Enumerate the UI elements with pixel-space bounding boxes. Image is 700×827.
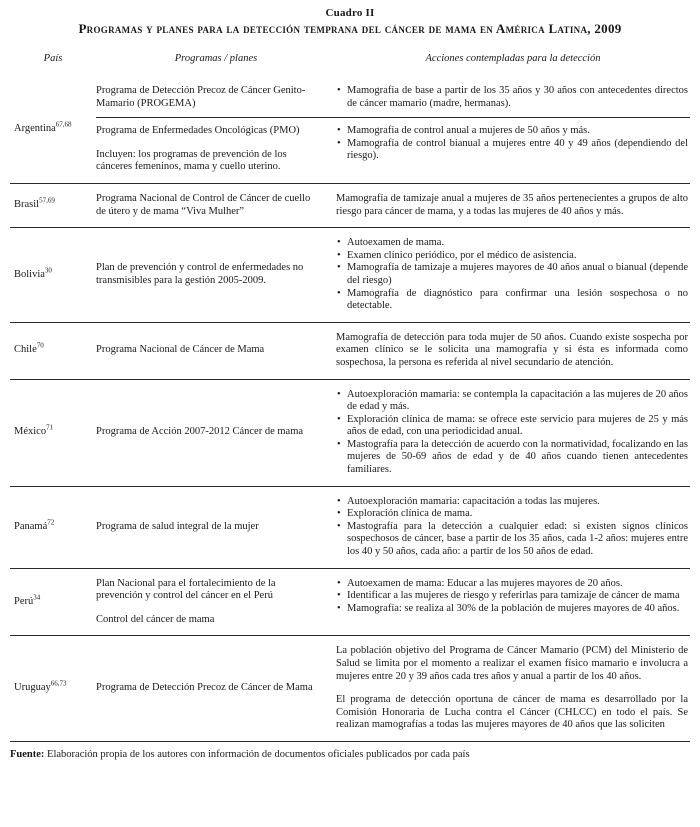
table-row <box>10 636 690 742</box>
country-name: México <box>14 426 47 438</box>
action-bullet: • Autoexamen de mama: Educar a las mujeres mayores de 20 años. <box>336 578 688 591</box>
country-cell <box>10 266 96 282</box>
action-bullet: • Exploración clínica de mama. <box>336 508 688 521</box>
actions-cell <box>336 193 690 218</box>
table-row <box>10 487 690 569</box>
row-sections <box>96 496 690 559</box>
programs-cell <box>96 85 336 110</box>
action-bullet: • Mamografía de diagnóstico para confirmar una lesión sospechosa o no detectable. <box>336 288 688 313</box>
action-bullet: • Mamografía de base a partir de los 35 años y 30 años con antecedentes directos de cáncer mamario (madre, hermanas). <box>336 85 688 110</box>
table-number: Cuadro II <box>325 7 375 19</box>
program-text: Programa de Acción 2007-2012 Cáncer de mama <box>96 426 304 438</box>
table-row <box>10 380 690 487</box>
row-section <box>96 645 690 732</box>
table-source <box>10 742 690 770</box>
row-sections <box>96 645 690 732</box>
programs-cell <box>96 125 336 174</box>
programs-cell <box>96 193 336 218</box>
country-ref: 34 <box>33 593 41 602</box>
country-name: Argentina <box>14 123 56 135</box>
country-cell <box>10 196 96 212</box>
actions-cell <box>336 645 690 732</box>
program-text: Control del cáncer de mama <box>96 613 215 625</box>
row-section <box>96 237 690 313</box>
table-caption <box>10 7 690 37</box>
source-label: Fuente: <box>10 748 45 760</box>
table-row <box>10 323 690 380</box>
action-bullet: • Identificar a las mujeres de riesgo y referirlas para tamizaje de cáncer de mama <box>336 590 688 603</box>
action-bullet: • Autoexploración mamaria: se contempla la capacitación a las mujeres de 20 años de edad y más. <box>336 389 688 414</box>
country-ref: 30 <box>44 266 52 275</box>
column-header-pais: País <box>43 53 63 64</box>
country-name: Uruguay <box>14 682 51 694</box>
program-text: Plan Nacional para el fortalecimiento de la prevención y control del cáncer en el Perú <box>96 577 276 602</box>
column-header-acciones: Acciones contempladas para la detección <box>425 53 601 64</box>
action-bullet: • Mamografía de control anual a mujeres de 50 años y más. <box>336 125 688 138</box>
action-bullet: • Mamografía: se realiza al 30% de la población de mujeres mayores de 40 años. <box>336 603 688 616</box>
actions-cell <box>336 389 690 477</box>
action-paragraph: El programa de detección oportuna de cáncer de mama es desarrollado por la Comisión Honoraria de Lucha contra el Cáncer (CHLCC) en todo el país. Se realizan mamografías a todas las mujeres mayores de 40 años que las soliciten <box>336 694 688 731</box>
row-section <box>96 117 690 174</box>
country-ref: 70 <box>36 341 44 350</box>
country-name: Brasil <box>14 199 40 211</box>
country-name: Bolivia <box>14 268 45 280</box>
program-text: Programa Nacional de Control de Cáncer de cuello de útero y de mama “Viva Mulher” <box>96 192 311 217</box>
programs-cell <box>96 426 336 439</box>
action-paragraph: Mamografía de tamizaje anual a mujeres de 35 años pertenecientes a grupos de alto riesgo para cáncer de mama, y a todas las mujeres de 40 años y más. <box>336 192 688 217</box>
action-bullet: • Mamografía de tamizaje a mujeres mayores de 40 años anual o bianual (depende del riesgo) <box>336 262 688 287</box>
country-name: Panamá <box>14 520 48 532</box>
program-text: Programa de Enfermedades Oncológicas (PMO) <box>96 125 300 137</box>
actions-cell <box>336 125 690 174</box>
country-cell <box>10 341 96 357</box>
actions-cell <box>336 496 690 559</box>
row-sections <box>96 85 690 174</box>
country-ref: 66,73 <box>50 679 67 688</box>
row-section <box>96 578 690 627</box>
row-sections <box>96 332 690 370</box>
country-ref: 72 <box>47 518 55 527</box>
program-text: Programa de Detección Precoz de Cáncer Genito-Mamario (PROGEMA) <box>96 85 306 109</box>
table-row <box>10 569 690 637</box>
action-bullet: • Mastografía para la detección de acuerdo con la normatividad, focalizando en las mujeres de 50-69 años de edad y de 40 años cuando tienen antecedentes familiares. <box>336 439 688 477</box>
action-paragraph: La población objetivo del Programa de Cáncer Mamario (PCM) del Ministerio de Salud se limita por el momento a realizar el examen físico mamario e involucra a mujeres entre 20 y 39 años cada tres años y anual a partir de los 40 años. <box>336 645 688 682</box>
table-row <box>10 76 690 184</box>
row-section <box>96 193 690 218</box>
actions-cell <box>336 85 690 110</box>
country-cell <box>10 120 96 136</box>
row-section <box>96 389 690 477</box>
country-name: Perú <box>14 595 34 607</box>
programs-cell <box>96 682 336 695</box>
actions-cell <box>336 237 690 313</box>
programs-cell <box>96 521 336 534</box>
source-text: Elaboración propia de los autores con información de documentos oficiales publicados por cada país <box>47 748 470 760</box>
program-text: Programa Nacional de Cáncer de Mama <box>96 344 265 356</box>
program-text: Plan de prevención y control de enfermedades no transmisibles para la gestión 2005-2009. <box>96 262 304 286</box>
country-name: Chile <box>14 344 37 356</box>
action-bullet: • Mamografía de control bianual a mujeres entre 40 y 49 años (dependiendo del riesgo). <box>336 138 688 163</box>
table-row <box>10 184 690 228</box>
row-section <box>96 332 690 370</box>
country-ref: 71 <box>46 423 54 432</box>
country-ref: 57,69 <box>39 196 55 205</box>
country-cell <box>10 423 96 439</box>
programs-cell <box>96 262 336 287</box>
program-text: Programa de Detección Precoz de Cáncer de Mama <box>96 682 313 694</box>
row-sections <box>96 578 690 627</box>
action-bullet: • Autoexamen de mama. <box>336 237 688 250</box>
country-cell <box>10 679 96 695</box>
program-text: Incluyen: los programas de prevención de los cánceres femeninos, mama y cuello uterino. <box>96 148 287 173</box>
action-bullet: • Autoexploración mamaria: capacitación a todas las mujeres. <box>336 496 688 509</box>
table-header-row <box>10 53 690 76</box>
actions-cell <box>336 578 690 627</box>
row-section <box>96 496 690 559</box>
action-bullet: • Examen clínico periódico, por el médico de asistencia. <box>336 250 688 263</box>
row-section <box>96 85 690 110</box>
action-bullet: • Mastografía para la detección a cualquier edad: si existen signos clínicos sospechosos de cáncer, base a partir de los 35 años, cada 1-2 años: mujeres entre los 40 y 50 años, cada año: a partir de los 50 años de edad. <box>336 521 688 559</box>
country-cell <box>10 518 96 534</box>
row-sections <box>96 193 690 218</box>
table-title: Programas y planes para la detección temprana del cáncer de mama en América Latina, 2009 <box>78 21 622 36</box>
programs-cell <box>96 344 336 357</box>
row-sections <box>96 389 690 477</box>
country-ref: 67,68 <box>55 120 72 129</box>
table-row <box>10 228 690 323</box>
table-body <box>10 76 690 742</box>
action-paragraph: Mamografía de detección para toda mujer de 50 años. Cuando existe sospecha por examen clínico se le solicita una mamografía y si ésta es informada como sospechosa, la persona es referida al nivel secundario de atención. <box>336 331 688 368</box>
country-cell <box>10 593 96 609</box>
action-bullet: • Exploración clínica de mama: se ofrece este servicio para mujeres de 25 y más años de edad, con una periodicidad anual. <box>336 414 688 439</box>
actions-cell <box>336 332 690 370</box>
row-sections <box>96 237 690 313</box>
programs-cell <box>96 578 336 627</box>
column-header-programas: Programas / planes <box>174 53 258 64</box>
program-text: Programa de salud integral de la mujer <box>96 520 259 532</box>
